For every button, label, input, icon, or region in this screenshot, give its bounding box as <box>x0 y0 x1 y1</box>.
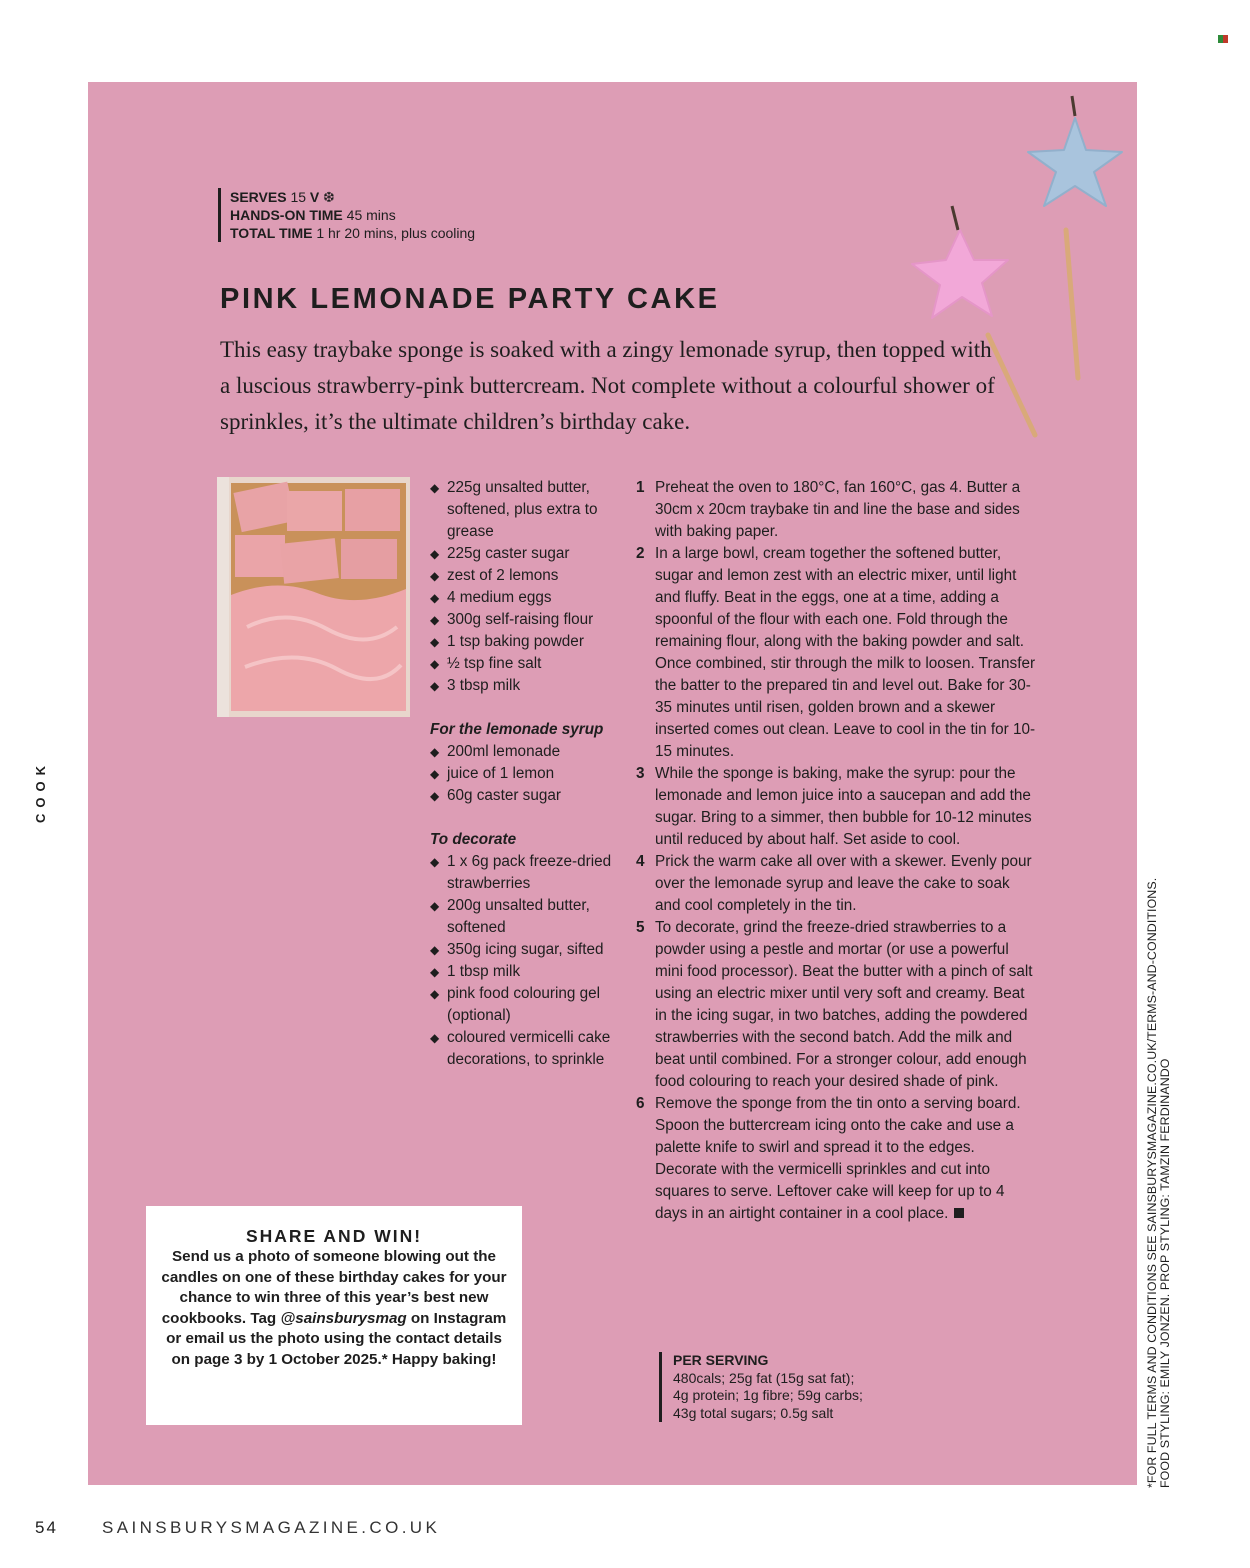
step-number: 5 <box>636 919 645 936</box>
ingredient-item: ◆ 200g unsalted butter, softened <box>430 895 625 939</box>
nutrition-line: 43g total sugars; 0.5g salt <box>673 1404 834 1421</box>
method-step <box>636 477 1036 543</box>
share-body: Send us a photo of someone blowing out the candles on one of these birthday cakes for your chance to win three of this year’s best new cookbooks. Tag @sainsburysmag on Instagram or email us the photo using the contact details on page 3 by 1 October 2025.* Happy baking! <box>161 1248 507 1368</box>
step-text: In a large bowl, cream together the softened butter, sugar and lemon zest with an electric mixer, until light and fluffy. Beat in the eggs, one at a time, adding a spoonful of the flour with each one. Fold through the remaining flour, along with the baking powder and salt. Once combined, stir through the milk to loosen. Transfer the batter to the prepared tin and level out. Bake for 30-35 minutes until risen, golden brown and a skewer inserted comes out clean. Leave to cool in the tin for 10-15 minutes. <box>655 545 1036 760</box>
per-serving-nutrition <box>659 1352 863 1422</box>
ingredient-item: ◆ juice of 1 lemon <box>430 763 625 785</box>
method-steps <box>636 477 1036 1225</box>
ingredients-list <box>430 477 625 1071</box>
decorate-ingredients <box>430 851 625 1071</box>
decorate-heading: To decorate <box>430 831 517 848</box>
ingredient-item: ◆ coloured vermicelli cake decorations, to sprinkle <box>430 1027 625 1071</box>
syrup-ingredients <box>430 741 625 807</box>
ingredient-item: ◆ 225g unsalted butter, softened, plus extra to grease <box>430 477 625 543</box>
step-text: While the sponge is baking, make the syrup: pour the lemonade and lemon juice into a saucepan and add the sugar. Bring to a simmer, then bubble for 10-12 minutes until reduced by about half. Set aside to cool. <box>655 765 1032 848</box>
recipe-meta <box>218 188 475 242</box>
serving-label: PER SERVING <box>673 1352 769 1368</box>
ingredient-item: ◆ 1 x 6g pack freeze-dried strawberries <box>430 851 625 895</box>
ingredient-item: ◆ 1 tbsp milk <box>430 961 625 983</box>
share-and-win-box <box>146 1206 522 1425</box>
page-number: 54 <box>35 1518 58 1537</box>
method-step <box>636 851 1036 917</box>
diet-icons: V ❆ <box>309 189 335 205</box>
serves-line: SERVES 15 V ❆ <box>230 189 335 205</box>
ingredient-item: ◆ 350g icing sugar, sifted <box>430 939 625 961</box>
intro-paragraph: This easy traybake sponge is soaked with a zingy lemonade syrup, then topped with a luscious strawberry-pink buttercream. Not complete without a colourful shower of sprinkles, it’s the ultimate children’s birthday cake. <box>220 337 995 434</box>
ingredient-item: ◆ 225g caster sugar <box>430 543 625 565</box>
main-ingredients <box>430 477 625 697</box>
method-step <box>636 543 1036 763</box>
step-number: 3 <box>636 765 645 782</box>
step-number: 2 <box>636 545 645 562</box>
ingredient-item: ◆ zest of 2 lemons <box>430 565 625 587</box>
hands-on-line: HANDS-ON TIME 45 mins <box>230 207 396 223</box>
share-heading: SHARE AND WIN! <box>245 1226 423 1246</box>
ingredient-item: ◆ 1 tsp baking powder <box>430 631 625 653</box>
step-number: 1 <box>636 479 645 496</box>
step-text: Prick the warm cake all over with a skewer. Evenly pour over the lemonade syrup and leave the cake to soak and cool completely in the tin. <box>655 853 1032 914</box>
step-text: Preheat the oven to 180°C, fan 160°C, gas 4. Butter a 30cm x 20cm traybake tin and line the base and sides with baking paper. <box>655 479 1021 540</box>
nutrition-line: 480cals; 25g fat (15g sat fat); <box>673 1369 855 1386</box>
ingredient-item: ◆ 60g caster sugar <box>430 785 625 807</box>
step-text: Remove the sponge from the tin onto a serving board. Spoon the buttercream icing onto the cake and use a palette knife to swirl and spread it to the edges. Decorate with the vermicelli sprinkles and cut into squares to serve. Leftover cake will keep for up to 4 days in an airtight container in a cool place. <box>655 1095 1021 1222</box>
method-step <box>636 763 1036 851</box>
steps-list <box>636 477 1036 1225</box>
footer-website: SAINSBURYSMAGAZINE.CO.UK <box>102 1518 441 1537</box>
nutrition-line: 4g protein; 1g fibre; 59g carbs; <box>673 1387 863 1403</box>
ingredient-item: ◆ pink food colouring gel (optional) <box>430 983 625 1027</box>
corner-color-mark <box>1218 30 1228 38</box>
method-step <box>636 917 1036 1093</box>
terms-line: *FOR FULL TERMS AND CONDITIONS SEE SAINSBURYSMAGAZINE.CO.UK/TERMS-AND-CONDITIONS. <box>1145 877 1159 1488</box>
step-number: 6 <box>636 1095 645 1112</box>
end-mark-icon <box>954 1208 964 1218</box>
ingredient-item: ◆ 300g self-raising flour <box>430 609 625 631</box>
cake-photo <box>217 477 410 717</box>
ingredient-item: ◆ ½ tsp fine salt <box>430 653 625 675</box>
ingredient-item: ◆ 200ml lemonade <box>430 741 625 763</box>
credits <box>1146 838 1186 1488</box>
syrup-heading: For the lemonade syrup <box>430 721 604 738</box>
section-label: COOK <box>33 760 48 823</box>
instagram-handle: @sainsburysmag <box>280 1309 407 1327</box>
method-step <box>636 1093 1036 1225</box>
ingredient-item: ◆ 3 tbsp milk <box>430 675 625 697</box>
step-text: To decorate, grind the freeze-dried strawberries to a powder using a pestle and mortar (or use a powerful mini food processor). Beat the butter with a pinch of salt using an electric mixer until very soft and creamy. Beat in the icing sugar, in two batches, adding the powdered strawberries with the second batch. Add the milk and beat until combined. For a stronger colour, add enough food colouring to reach your desired shade of pink. <box>655 919 1033 1090</box>
step-number: 4 <box>636 853 645 870</box>
page-title: PINK LEMONADE PARTY CAKE <box>220 283 720 315</box>
total-time-line: TOTAL TIME 1 hr 20 mins, plus cooling <box>230 225 476 241</box>
ingredient-item: ◆ 4 medium eggs <box>430 587 625 609</box>
styling-credit-line: FOOD STYLING: EMILY JONZEN. PROP STYLING: TAMZIN FERDINANDO <box>1158 1058 1172 1488</box>
